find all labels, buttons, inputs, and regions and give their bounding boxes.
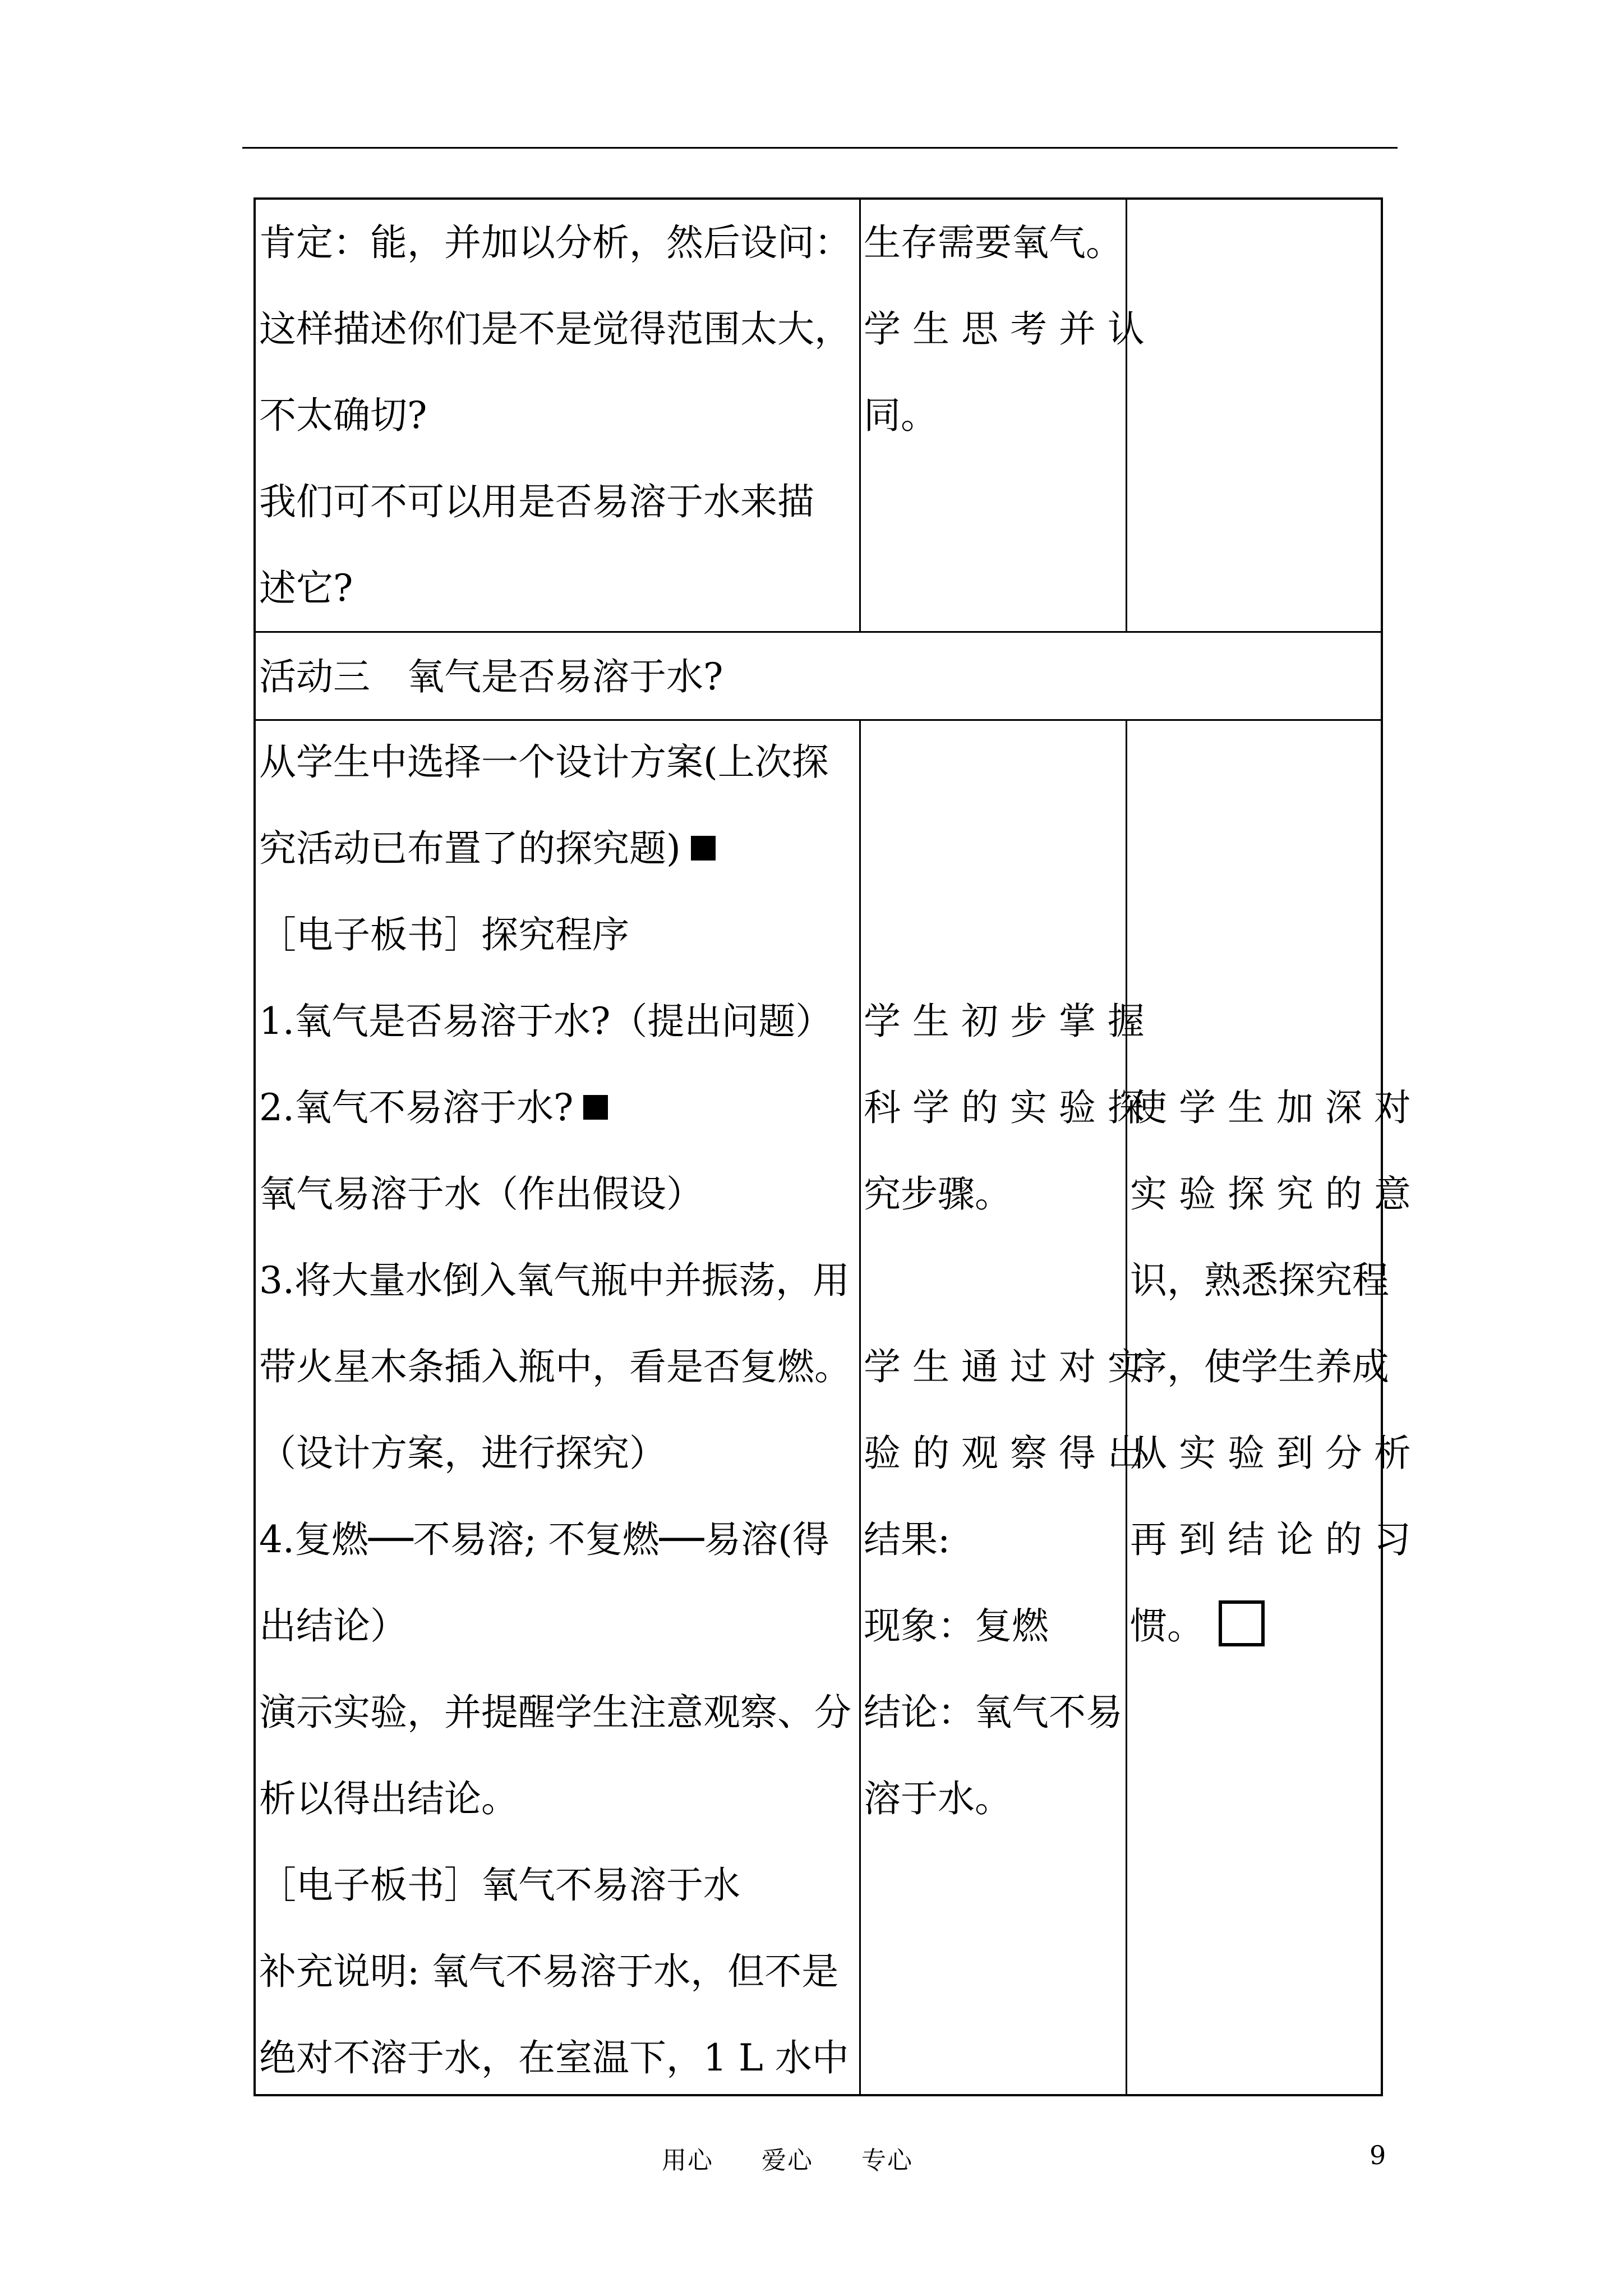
row3-design-intent [1130, 1065, 1411, 1669]
text-line: 2.氧气不易溶于水? [259, 1065, 857, 1151]
text-line: 演示实验，并提醒学生注意观察、分 [259, 1691, 851, 1734]
text-line: 再 到 结 论 的 习 [1130, 1518, 1411, 1561]
lesson-table [253, 197, 1411, 2096]
text-line: 究活动已布置了的探究题) [259, 806, 857, 892]
header-rule [242, 147, 1398, 149]
text-line: 从 实 验 到 分 析 [1130, 1432, 1411, 1475]
page-number: 9 [1370, 2140, 1386, 2170]
footer-item: 专心 [861, 2146, 913, 2175]
text-line: （设计方案，进行探究） [259, 1432, 666, 1475]
col-divider-1-lower [859, 719, 861, 2096]
black-square-marker [691, 836, 716, 861]
text-line: 出结论） [259, 1604, 407, 1648]
footer-item: 爱心 [762, 2146, 813, 2175]
text-line: 不太确切? [259, 394, 427, 437]
empty-box-marker [1219, 1600, 1265, 1646]
text-line: 结论：氧气不易 [864, 1691, 1123, 1734]
text-line: 科 学 的 实 验 探 [864, 1086, 1145, 1129]
text-line: 补充说明: 氧气不易溶于水，但不是 [259, 1950, 839, 1993]
text-line: 析以得出结论。 [259, 1777, 518, 1820]
text-line: 溶于水。 [864, 1777, 1012, 1820]
text-line: 同。 [864, 394, 938, 437]
text-line: 结果: [864, 1518, 951, 1561]
text-line: 学 生 通 过 对 实 [864, 1345, 1145, 1388]
row1-student-activity [864, 200, 1145, 459]
text-line: 绝对不溶于水，在室温下，1 L 水中 [259, 2036, 849, 2079]
text-line: 究步骤。 [864, 1172, 1012, 1216]
text-line: 肯定：能，并加以分析，然后设问： [259, 221, 851, 264]
text-line: 学 生 初 步 掌 握 [864, 1000, 1145, 1043]
text-line: 述它? [259, 567, 353, 610]
row3-teacher-activity [259, 719, 857, 2101]
text-line: 4.复燃──不易溶; 不复燃──易溶(得 [259, 1518, 829, 1561]
text-line: ［电子板书］氧气不易溶于水 [259, 1864, 740, 1907]
text-line: 使 学 生 加 深 对 [1130, 1086, 1411, 1129]
text-line: 验 的 观 察 得 出 [864, 1432, 1145, 1475]
text-line: 学 生 思 考 并 认 [864, 307, 1145, 351]
text-line: 实 验 探 究 的 意 [1130, 1172, 1411, 1216]
col-divider-2-lower [1126, 719, 1127, 2096]
text-line: 生存需要氧气。 [864, 221, 1123, 264]
text-line: 3.将大量水倒入氧气瓶中并振荡，用 [259, 1259, 850, 1302]
black-square-marker [583, 1095, 608, 1120]
row3-student-activity-results [864, 1324, 1145, 1842]
text-line: 从学生中选择一个设计方案(上次探 [259, 740, 829, 784]
text-line: 这样描述你们是不是觉得范围太大， [259, 307, 851, 351]
text-line: 带火星木条插入瓶中，看是否复燃。 [259, 1345, 851, 1388]
text-line: 氧气易溶于水（作出假设） [259, 1172, 703, 1216]
row3-student-activity-steps [864, 978, 1145, 1237]
section-title-activity-3: 活动三 氧气是否易溶于水? [259, 655, 723, 698]
text-line: 现象：复燃 [864, 1604, 1049, 1648]
text-line: ［电子板书］探究程序 [259, 913, 629, 956]
text-line: 惯。 [1130, 1583, 1379, 1669]
col-divider-1 [859, 200, 861, 631]
col-divider-2 [1126, 200, 1127, 631]
text-line: 识，熟悉探究程 [1130, 1259, 1389, 1302]
row1-teacher-activity [259, 200, 857, 632]
text-line: 序，使学生养成 [1130, 1345, 1389, 1388]
text-line: 1.氧气是否易溶于水?（提出问题） [259, 1000, 833, 1043]
text-line: 我们可不可以用是否易溶于水来描 [259, 480, 814, 523]
footer-motto [662, 2140, 952, 2176]
footer-item: 用心 [662, 2146, 713, 2175]
